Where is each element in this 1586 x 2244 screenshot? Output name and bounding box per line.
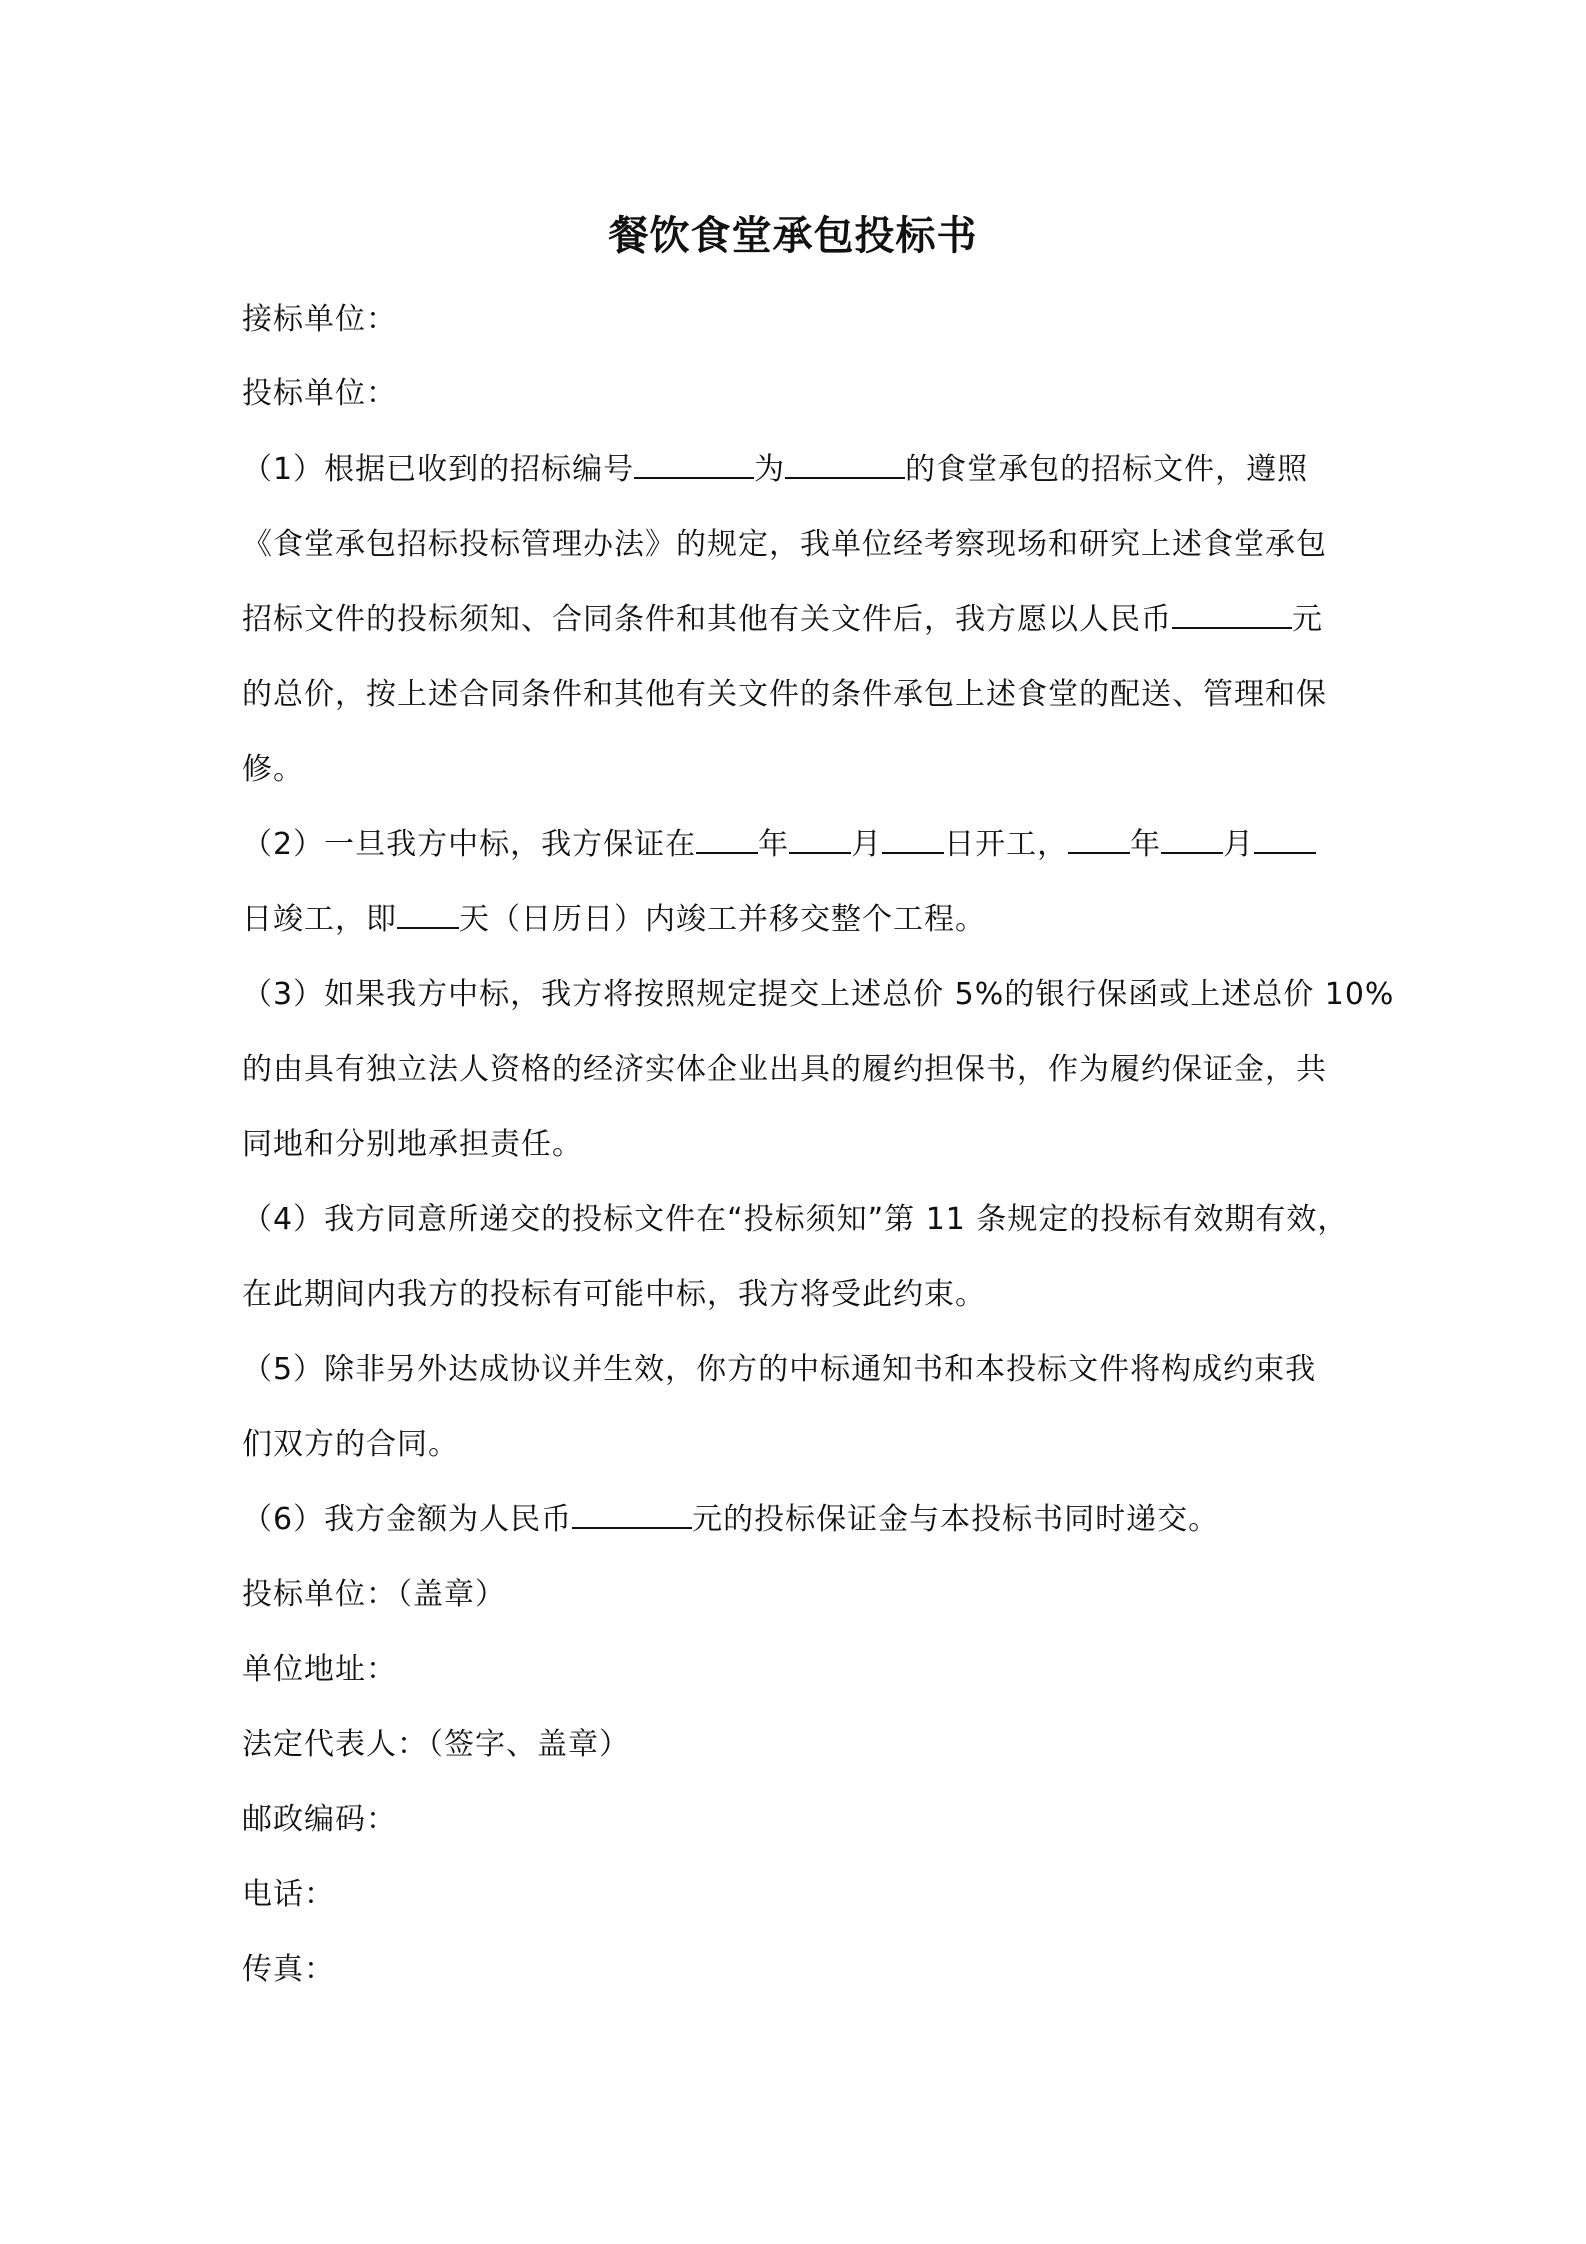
clause-1-line-5: 修。 <box>242 752 304 787</box>
clause-2-start-label: 日开工， <box>944 827 1069 862</box>
bidder-seal-label: 投标单位：（盖章） <box>242 1577 506 1612</box>
clause-2-year-label: 年 <box>758 827 790 862</box>
document-title: 餐饮食堂承包投标书 <box>608 213 978 259</box>
clause-1-line-3 <box>242 596 1323 644</box>
total-price-blank <box>1172 601 1292 629</box>
clause-2-month-label-2: 月 <box>1223 827 1255 862</box>
clause-2-line-1 <box>242 821 1316 869</box>
start-year-blank <box>696 826 758 854</box>
clause-4-line-1: （4）我方同意所递交的投标文件在“投标须知”第 11 条规定的投标有效期有效， <box>242 1202 1349 1237</box>
end-month-blank <box>1161 826 1223 854</box>
end-year-blank <box>1068 826 1130 854</box>
tender-number-blank <box>634 451 754 479</box>
clause-6-line-1 <box>242 1496 1219 1544</box>
address-label: 单位地址： <box>242 1652 397 1687</box>
clause-2-text-b: 日竣工，即 <box>242 902 397 937</box>
clause-2-text-a: （2）一旦我方中标，我方保证在 <box>242 827 697 862</box>
clause-6-text-a: （6）我方金额为人民币 <box>242 1502 573 1537</box>
clause-1-line-4: 的总价，按上述合同条件和其他有关文件的条件承包上述食堂的配送、管理和保 <box>242 677 1327 712</box>
duration-days-blank <box>397 901 459 929</box>
clause-3-line-2: 的由具有独立法人资格的经济实体企业出具的履约担保书，作为履约保证金，共 <box>242 1052 1327 1087</box>
clause-1-line-2: 《食堂承包招标投标管理办法》的规定，我单位经考察现场和研究上述食堂承包 <box>242 527 1327 562</box>
clause-2-line-2 <box>242 896 986 944</box>
clause-4-line-2: 在此期间内我方的投标有可能中标，我方将受此约束。 <box>242 1277 986 1312</box>
clause-1-text-c: 的食堂承包的招标文件，遵照 <box>905 452 1309 487</box>
clause-2-month-label: 月 <box>851 827 883 862</box>
start-day-blank <box>882 826 944 854</box>
clause-1-text-d: 招标文件的投标须知、合同条件和其他有关文件后，我方愿以人民币 <box>242 602 1172 637</box>
clause-2-year-label-2: 年 <box>1130 827 1162 862</box>
clause-5-line-1: （5）除非另外达成协议并生效，你方的中标通知书和本投标文件将构成约束我 <box>242 1352 1317 1387</box>
bidder-label: 投标单位： <box>242 376 397 411</box>
start-month-blank <box>789 826 851 854</box>
clause-2-text-c: 天（日历日）内竣工并移交整个工程。 <box>459 902 986 937</box>
phone-label: 电话： <box>242 1877 335 1912</box>
clause-3-line-1: （3）如果我方中标，我方将按照规定提交上述总价 5%的银行保函或上述总价 10% <box>242 977 1395 1012</box>
fax-label: 传真： <box>242 1952 335 1987</box>
clause-1-text-a: （1）根据已收到的招标编号 <box>242 452 635 487</box>
postcode-label: 邮政编码： <box>242 1802 397 1837</box>
clause-6-text-b: 元的投标保证金与本投标书同时递交。 <box>692 1502 1220 1537</box>
clause-1-text-b: 为 <box>754 452 786 487</box>
clause-5-line-2: 们双方的合同。 <box>242 1427 459 1462</box>
legal-rep-label: 法定代表人：（签字、盖章） <box>242 1727 630 1762</box>
recipient-label: 接标单位： <box>242 302 397 337</box>
clause-3-line-3: 同地和分别地承担责任。 <box>242 1127 583 1162</box>
clause-1-line-1 <box>242 446 1308 494</box>
project-name-blank <box>785 451 905 479</box>
end-day-blank <box>1254 826 1316 854</box>
deposit-amount-blank <box>572 1501 692 1529</box>
clause-1-text-e: 元 <box>1292 602 1323 637</box>
